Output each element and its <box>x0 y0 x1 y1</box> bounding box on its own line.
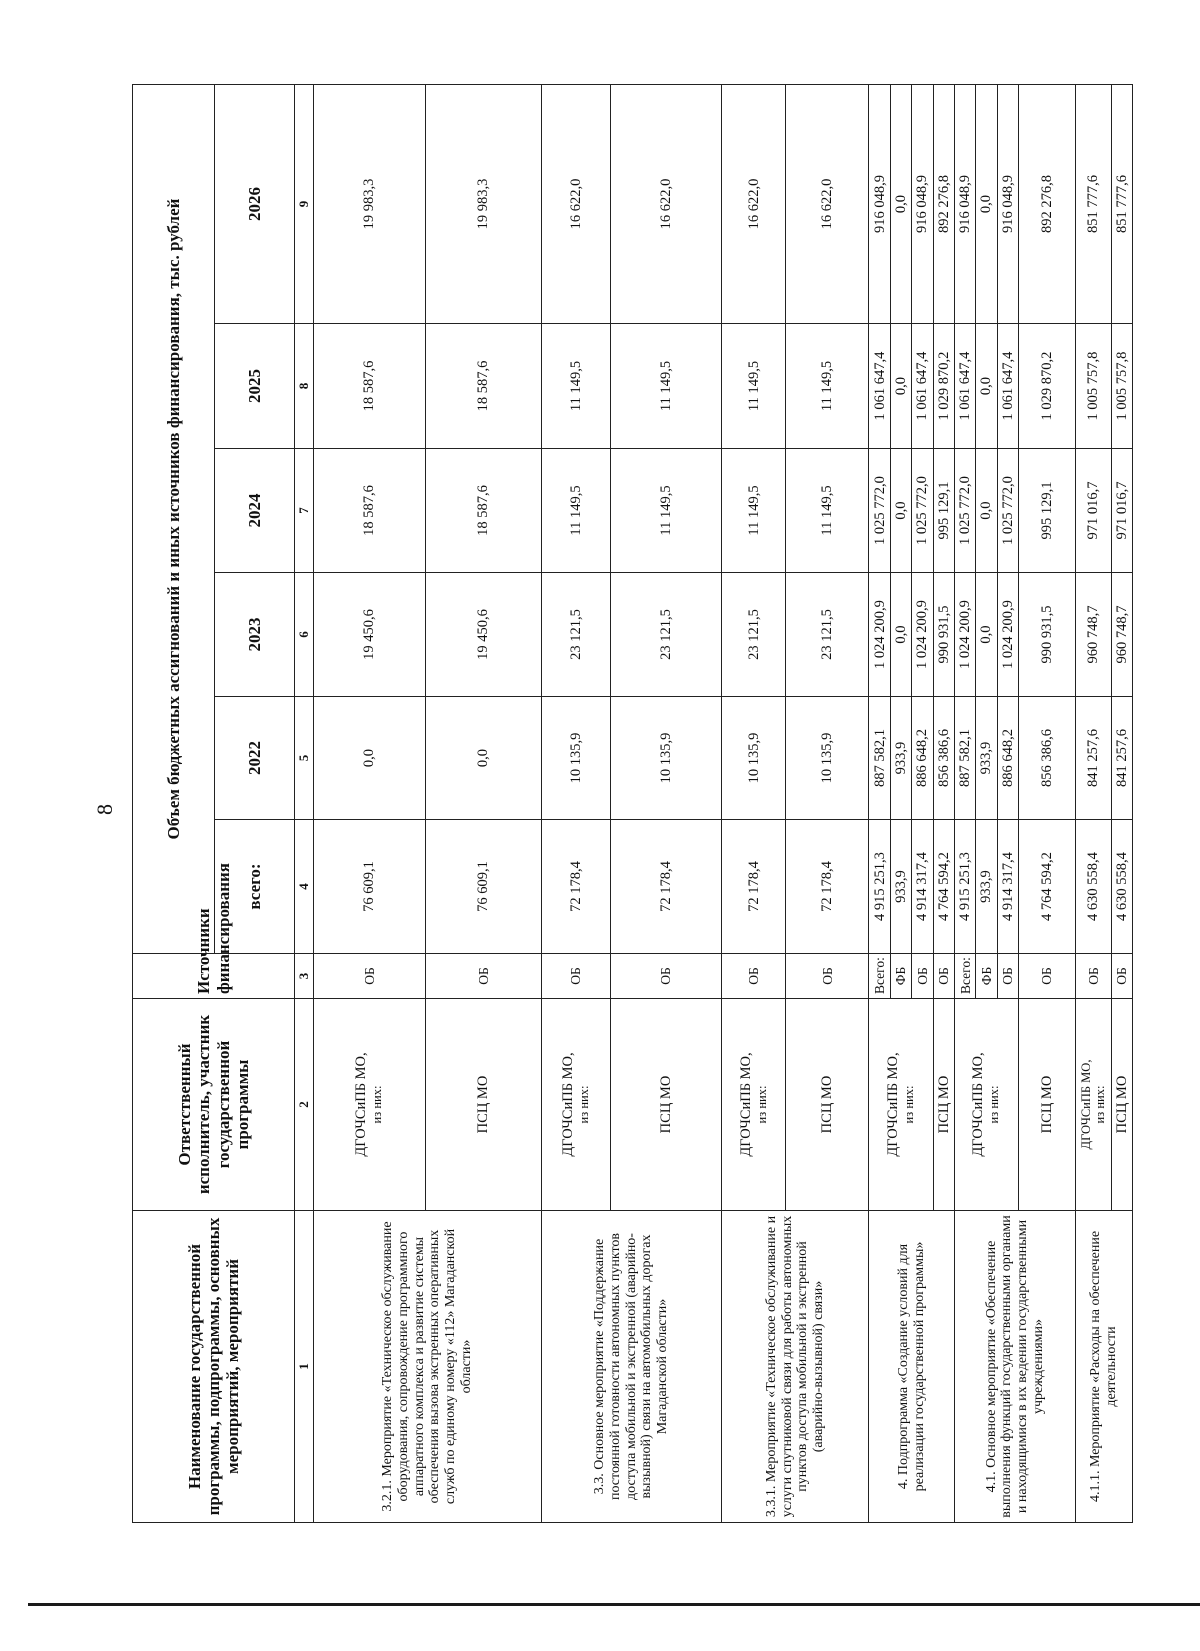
column-number: 5 <box>295 697 314 820</box>
row-2023: 960 748,7 <box>1111 573 1132 697</box>
row-executor: ДГОЧСиПБ МО, из них: <box>314 999 426 1211</box>
row-2024: 995 129,1 <box>933 449 954 573</box>
row-2022: 841 257,6 <box>1111 697 1132 820</box>
row-2023: 0,0 <box>976 573 997 697</box>
header-executor: Ответственный исполнитель, участник государственной программы <box>133 999 295 1211</box>
row-source: ОБ <box>610 954 722 999</box>
row-2023: 23 121,5 <box>541 573 610 697</box>
row-2024: 11 149,5 <box>786 449 869 573</box>
row-executor: ДГОЧСиПБ МО, из них: <box>954 999 1018 1211</box>
row-2023: 990 931,5 <box>933 573 954 697</box>
row-2025: 1 005 757,8 <box>1075 324 1111 449</box>
row-name: 3.3. Основное мероприятие «Поддержание постоянной готовности автономных пунктов доступа мобильной и экстренной (аварийно-вызывной) связи на автомобильных дорогах Магаданской области» <box>541 1211 721 1523</box>
row-executor: ПСЦ МО <box>425 999 541 1211</box>
row-2026: 916 048,9 <box>869 85 890 324</box>
row-executor: ДГОЧСиПБ МО, из них: <box>541 999 610 1211</box>
row-2023: 23 121,5 <box>786 573 869 697</box>
table-row <box>722 85 786 1523</box>
row-2023: 990 931,5 <box>1018 573 1075 697</box>
row-total: 4 764 594,2 <box>1018 820 1075 954</box>
column-number: 6 <box>295 573 314 697</box>
row-2024: 18 587,6 <box>314 449 426 573</box>
row-executor: ПСЦ МО <box>933 999 954 1211</box>
header-2022: 2022 <box>215 697 295 820</box>
row-2022: 856 386,6 <box>1018 697 1075 820</box>
row-2026: 16 622,0 <box>786 85 869 324</box>
row-source: ОБ <box>997 954 1018 999</box>
row-2025: 1 061 647,4 <box>997 324 1018 449</box>
table-row <box>954 85 975 1523</box>
row-2025: 11 149,5 <box>786 324 869 449</box>
header-2026: 2026 <box>215 85 295 324</box>
row-total: 72 178,4 <box>610 820 722 954</box>
column-number-row <box>295 85 314 1523</box>
row-2026: 19 983,3 <box>314 85 426 324</box>
row-name: 4.1. Основное мероприятие «Обеспечение выполнения функций государственными органами и находящимися в их ведении государственными учреждениями» <box>954 1211 1075 1523</box>
row-2022: 10 135,9 <box>610 697 722 820</box>
column-number: 1 <box>295 1211 314 1523</box>
funding-table <box>132 84 1133 1523</box>
row-source: ОБ <box>912 954 933 999</box>
table-row <box>541 85 610 1523</box>
row-total: 76 609,1 <box>314 820 426 954</box>
page-number: 8 <box>92 804 117 815</box>
row-2022: 10 135,9 <box>722 697 786 820</box>
row-2024: 971 016,7 <box>1111 449 1132 573</box>
row-2026: 19 983,3 <box>425 85 541 324</box>
row-2026: 0,0 <box>976 85 997 324</box>
row-2025: 1 061 647,4 <box>912 324 933 449</box>
row-2022: 841 257,6 <box>1075 697 1111 820</box>
row-total: 72 178,4 <box>541 820 610 954</box>
row-2025: 18 587,6 <box>425 324 541 449</box>
column-number: 4 <box>295 820 314 954</box>
row-2026: 851 777,6 <box>1075 85 1111 324</box>
header-source: Источники финансирования <box>133 954 295 999</box>
row-2025: 18 587,6 <box>314 324 426 449</box>
row-2022: 0,0 <box>314 697 426 820</box>
row-2023: 0,0 <box>890 573 911 697</box>
row-2023: 19 450,6 <box>425 573 541 697</box>
row-2022: 0,0 <box>425 697 541 820</box>
column-number: 7 <box>295 449 314 573</box>
row-2026: 916 048,9 <box>912 85 933 324</box>
row-2023: 960 748,7 <box>1075 573 1111 697</box>
row-2026: 16 622,0 <box>541 85 610 324</box>
row-source: ОБ <box>1018 954 1075 999</box>
row-2022: 856 386,6 <box>933 697 954 820</box>
row-total: 933,9 <box>976 820 997 954</box>
row-2022: 887 582,1 <box>869 697 890 820</box>
header-row-top <box>133 85 215 1523</box>
table-row <box>1075 85 1111 1523</box>
row-2025: 11 149,5 <box>610 324 722 449</box>
row-2026: 892 276,8 <box>933 85 954 324</box>
row-2025: 1 005 757,8 <box>1111 324 1132 449</box>
row-source: ОБ <box>541 954 610 999</box>
row-name: 3.3.1. Мероприятие «Техническое обслуживание и услуги спутниковой связи для работы автономных пунктов доступа мобильной и экстренной (аварийно-вызывной) связи» <box>722 1211 869 1523</box>
row-2026: 851 777,6 <box>1111 85 1132 324</box>
row-2022: 10 135,9 <box>786 697 869 820</box>
column-number: 8 <box>295 324 314 449</box>
table-row <box>314 85 426 1523</box>
row-2024: 11 149,5 <box>610 449 722 573</box>
header-2025: 2025 <box>215 324 295 449</box>
row-2025: 1 029 870,2 <box>1018 324 1075 449</box>
row-2023: 1 024 200,9 <box>997 573 1018 697</box>
row-total: 72 178,4 <box>722 820 786 954</box>
row-source: ОБ <box>1111 954 1132 999</box>
header-total: всего: <box>215 820 295 954</box>
row-source: ОБ <box>786 954 869 999</box>
row-executor: ДГОЧСиПБ МО, из них: <box>869 999 933 1211</box>
row-2022: 886 648,2 <box>912 697 933 820</box>
row-2025: 0,0 <box>890 324 911 449</box>
header-volume: Объем бюджетных ассигнований и иных источников финансирования, тыс. рублей <box>133 85 215 954</box>
row-total: 933,9 <box>890 820 911 954</box>
row-2025: 1 029 870,2 <box>933 324 954 449</box>
row-2024: 11 149,5 <box>722 449 786 573</box>
row-2024: 971 016,7 <box>1075 449 1111 573</box>
row-source: Всего: <box>869 954 890 999</box>
row-name: 4.1.1. Мероприятие «Расходы на обеспечение деятельности <box>1075 1211 1132 1523</box>
column-number: 2 <box>295 999 314 1211</box>
row-2025: 1 061 647,4 <box>869 324 890 449</box>
row-2024: 1 025 772,0 <box>869 449 890 573</box>
row-total: 76 609,1 <box>425 820 541 954</box>
row-source: ОБ <box>722 954 786 999</box>
row-2026: 16 622,0 <box>610 85 722 324</box>
row-name: 4. Подпрограмма «Создание условий для реализации государственной программы» <box>869 1211 954 1523</box>
row-2022: 10 135,9 <box>541 697 610 820</box>
header-2024: 2024 <box>215 449 295 573</box>
row-total: 4 914 317,4 <box>997 820 1018 954</box>
row-name: 3.2.1. Мероприятие «Техническое обслуживание оборудования, сопровождение программного аппаратного комплекса и развитие системы обеспечения вызова экстренных оперативных служб по единому номеру «112» Магаданской области» <box>314 1211 542 1523</box>
row-source: ФБ <box>890 954 911 999</box>
row-2022: 933,9 <box>976 697 997 820</box>
row-source: ОБ <box>314 954 426 999</box>
row-total: 4 630 558,4 <box>1075 820 1111 954</box>
row-executor: ДГОЧСиПБ МО, из них: <box>722 999 786 1211</box>
row-total: 72 178,4 <box>786 820 869 954</box>
row-2025: 1 061 647,4 <box>954 324 975 449</box>
bottom-rule <box>28 1603 1200 1606</box>
row-2023: 23 121,5 <box>610 573 722 697</box>
header-2023: 2023 <box>215 573 295 697</box>
column-number: 9 <box>295 85 314 324</box>
row-2023: 1 024 200,9 <box>954 573 975 697</box>
row-total: 4 915 251,3 <box>954 820 975 954</box>
row-executor: ПСЦ МО <box>786 999 869 1211</box>
row-2025: 0,0 <box>976 324 997 449</box>
row-2026: 916 048,9 <box>997 85 1018 324</box>
row-source: ОБ <box>425 954 541 999</box>
row-2026: 16 622,0 <box>722 85 786 324</box>
row-source: ОБ <box>1075 954 1111 999</box>
row-executor: ПСЦ МО <box>1111 999 1132 1211</box>
row-2024: 1 025 772,0 <box>997 449 1018 573</box>
row-2024: 1 025 772,0 <box>912 449 933 573</box>
row-2023: 1 024 200,9 <box>912 573 933 697</box>
row-source: Всего: <box>954 954 975 999</box>
row-total: 4 630 558,4 <box>1111 820 1132 954</box>
table-row <box>869 85 890 1523</box>
row-2024: 18 587,6 <box>425 449 541 573</box>
row-2023: 23 121,5 <box>722 573 786 697</box>
row-2022: 933,9 <box>890 697 911 820</box>
row-2025: 11 149,5 <box>541 324 610 449</box>
row-2024: 11 149,5 <box>541 449 610 573</box>
rotated-table-container <box>132 85 1133 1523</box>
header-name: Наименование государственной программы, подпрограммы, основных мероприятий, мероприятий <box>133 1211 295 1523</box>
row-2023: 19 450,6 <box>314 573 426 697</box>
row-2022: 887 582,1 <box>954 697 975 820</box>
row-source: ФБ <box>976 954 997 999</box>
row-total: 4 914 317,4 <box>912 820 933 954</box>
row-total: 4 915 251,3 <box>869 820 890 954</box>
row-2025: 11 149,5 <box>722 324 786 449</box>
row-executor: ПСЦ МО <box>610 999 722 1211</box>
row-2022: 886 648,2 <box>997 697 1018 820</box>
row-2024: 0,0 <box>976 449 997 573</box>
row-2026: 0,0 <box>890 85 911 324</box>
row-2023: 1 024 200,9 <box>869 573 890 697</box>
row-2024: 995 129,1 <box>1018 449 1075 573</box>
column-number: 3 <box>295 954 314 999</box>
row-executor: ДГОЧСиПБ МО, из них: <box>1075 999 1111 1211</box>
row-executor: ПСЦ МО <box>1018 999 1075 1211</box>
row-2026: 916 048,9 <box>954 85 975 324</box>
row-2026: 892 276,8 <box>1018 85 1075 324</box>
row-total: 4 764 594,2 <box>933 820 954 954</box>
row-2024: 0,0 <box>890 449 911 573</box>
row-2024: 1 025 772,0 <box>954 449 975 573</box>
row-source: ОБ <box>933 954 954 999</box>
